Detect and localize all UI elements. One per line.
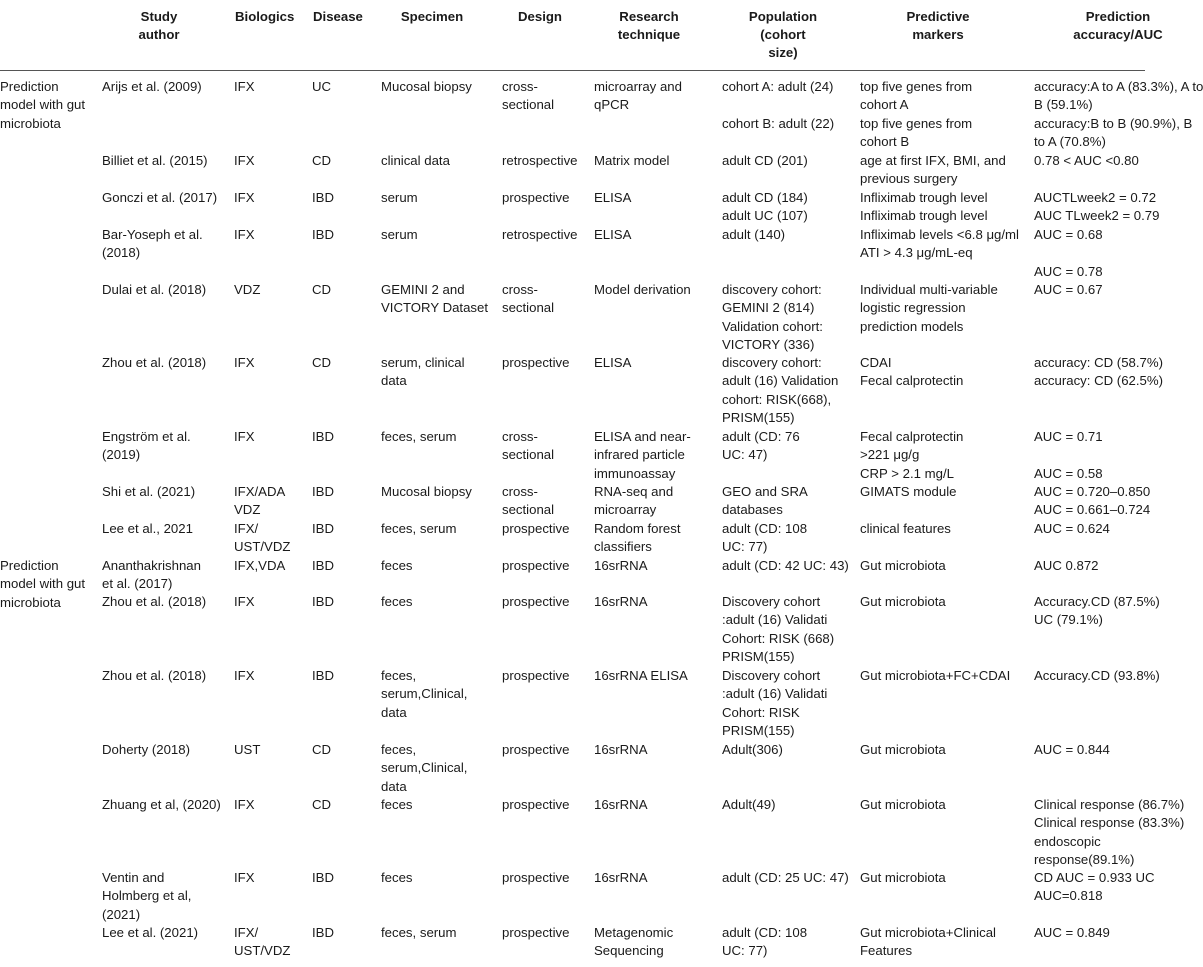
header-population: (cohort <box>760 27 806 42</box>
cell-prediction-accuracy: Clinical response (83.3%) <box>1034 815 1185 831</box>
cell-biologics: IFX/ <box>234 925 259 940</box>
cell-study-author: Zhou et al. (2018) <box>102 668 207 683</box>
cell-disease: IBD <box>312 870 334 885</box>
cell-study-author: Billiet et al. (2015) <box>102 153 208 168</box>
cell-disease: IBD <box>312 925 334 940</box>
cell-prediction-accuracy: AUC = 0.78 <box>1034 263 1103 279</box>
cell-prediction-accuracy: endoscopic <box>1034 833 1101 849</box>
cell-population: Discovery cohort <box>722 594 821 609</box>
cell-research-technique: Random forest <box>594 521 681 536</box>
cell-study-author: Shi et al. (2021) <box>102 484 196 499</box>
cell-disease: UC <box>312 79 332 94</box>
cell-prediction-accuracy: AUCTLweek2 = 0.72 <box>1034 190 1157 205</box>
cell-population: adult UC (107) <box>722 208 808 224</box>
cell-biologics: UST/VDZ <box>234 943 291 959</box>
cell-prediction-accuracy: UC (79.1%) <box>1034 612 1103 628</box>
cell-disease: CD <box>312 742 332 757</box>
cell-prediction-accuracy: AUC = 0.720–0.850 <box>1034 484 1151 499</box>
header-specimen: Specimen <box>400 9 464 24</box>
cell-prediction-accuracy: CD AUC = 0.933 UC <box>1034 870 1155 885</box>
header-predictive-markers: markers <box>912 27 964 42</box>
cell-specimen: VICTORY Dataset <box>381 300 489 316</box>
cell-biologics: IFX <box>234 870 255 885</box>
cell-predictive-markers: logistic regression <box>860 300 966 316</box>
cell-research-technique: ELISA <box>594 227 632 242</box>
cell-biologics: VDZ <box>234 282 261 297</box>
cell-population: Validation cohort: <box>722 318 823 334</box>
header-divider <box>0 70 1145 71</box>
cell-study-author: (2018) <box>102 245 141 261</box>
cell-research-technique: 16srRNA <box>594 742 648 757</box>
cell-study-author: Zhuang et al, (2020) <box>102 797 221 812</box>
cell-biologics: IFX <box>234 227 255 242</box>
cell-specimen: serum,Clinical, <box>381 760 468 776</box>
cell-disease: IBD <box>312 227 334 242</box>
cell-research-technique: 16srRNA <box>594 594 648 609</box>
cell-prediction-accuracy: AUC 0.872 <box>1034 558 1099 573</box>
cell-study-author: Zhou et al. (2018) <box>102 594 207 609</box>
cell-study-author: Zhou et al. (2018) <box>102 355 207 370</box>
cell-prediction-accuracy: AUC = 0.58 <box>1034 465 1103 481</box>
cell-research-technique: classifiers <box>594 539 652 555</box>
header-prediction-accuracy: accuracy/AUC <box>1073 27 1163 42</box>
cell-specimen: data <box>381 778 407 794</box>
cell-biologics: IFX <box>234 355 255 370</box>
cell-population: PRISM(155) <box>722 649 795 665</box>
cell-design: sectional <box>502 447 555 463</box>
cell-predictive-markers: age at first IFX, BMI, and <box>860 153 1006 168</box>
cell-disease: IBD <box>312 190 334 205</box>
header-population: Population <box>748 9 818 24</box>
header-research-technique: technique <box>617 27 681 42</box>
cell-predictive-markers: Features <box>860 943 913 959</box>
cell-predictive-markers: clinical features <box>860 521 951 536</box>
cell-specimen: data <box>381 704 407 720</box>
cell-design: cross- <box>502 484 538 499</box>
cell-population: UC: 77) <box>722 943 768 959</box>
header-design: Design <box>518 9 562 24</box>
cell-research-technique: RNA-seq and <box>594 484 674 499</box>
cell-population: cohort A: adult (24) <box>722 79 834 94</box>
header-prediction-accuracy: Prediction <box>1085 9 1151 24</box>
cell-prediction-accuracy: AUC = 0.844 <box>1034 742 1110 757</box>
cell-predictive-markers: top five genes from <box>860 115 973 131</box>
cell-study-author: Arijs et al. (2009) <box>102 79 202 94</box>
cell-biologics: VDZ <box>234 502 261 518</box>
group-label: microbiota <box>0 115 61 131</box>
cell-study-author: Lee et al., 2021 <box>102 521 193 536</box>
cell-population: UC: 77) <box>722 539 768 555</box>
cell-biologics: IFX <box>234 79 255 94</box>
group-label: Prediction <box>0 558 59 573</box>
header-study-author: author <box>138 27 180 42</box>
cell-design: prospective <box>502 925 570 940</box>
cell-prediction-accuracy: B (59.1%) <box>1034 97 1093 113</box>
cell-prediction-accuracy: accuracy:A to A (83.3%), A to <box>1034 79 1203 94</box>
cell-predictive-markers: ATI > 4.3 μg/mL-eq <box>860 245 973 261</box>
cell-study-author: (2021) <box>102 906 141 922</box>
cell-research-technique: 16srRNA ELISA <box>594 668 688 683</box>
cell-population: PRISM(155) <box>722 410 795 426</box>
cell-specimen: data <box>381 373 407 389</box>
cell-biologics: UST <box>234 742 261 757</box>
cell-population: GEMINI 2 (814) <box>722 300 815 316</box>
cell-population: GEO and SRA <box>722 484 808 499</box>
cell-population: Discovery cohort <box>722 668 821 683</box>
cell-research-technique: qPCR <box>594 97 630 113</box>
cell-specimen: clinical data <box>381 153 450 168</box>
cell-population: adult (140) <box>722 227 786 242</box>
cell-prediction-accuracy: 0.78 < AUC <0.80 <box>1034 153 1139 168</box>
group-label: model with gut <box>0 97 86 113</box>
cell-predictive-markers: Gut microbiota+FC+CDAI <box>860 668 1011 683</box>
cell-prediction-accuracy: AUC = 0.624 <box>1034 521 1110 536</box>
header-research-technique: Research <box>619 9 679 24</box>
cell-design: cross- <box>502 79 538 94</box>
cell-population: PRISM(155) <box>722 723 795 739</box>
cell-design: prospective <box>502 190 570 205</box>
cell-disease: CD <box>312 797 332 812</box>
cell-prediction-accuracy: AUC = 0.68 <box>1034 227 1103 242</box>
cell-research-technique: Model derivation <box>594 282 691 297</box>
header-biologics: Biologics <box>235 9 295 24</box>
cell-specimen: feces <box>381 558 413 573</box>
header-study-author: Study <box>140 9 178 24</box>
cell-specimen: serum, clinical <box>381 355 465 370</box>
cell-design: prospective <box>502 797 570 812</box>
cell-population: cohort B: adult (22) <box>722 115 835 131</box>
cell-predictive-markers: GIMATS module <box>860 484 957 499</box>
cell-biologics: IFX/ADA <box>234 484 286 499</box>
cell-population: Adult(49) <box>722 797 776 812</box>
cell-study-author: Dulai et al. (2018) <box>102 282 207 297</box>
cell-specimen: feces, serum <box>381 429 457 444</box>
cell-prediction-accuracy: accuracy: CD (58.7%) <box>1034 355 1163 370</box>
cell-study-author: Bar-Yoseph et al. <box>102 227 203 242</box>
cell-design: prospective <box>502 558 570 573</box>
cell-design: retrospective <box>502 227 578 242</box>
cell-research-technique: ELISA and near- <box>594 429 691 444</box>
cell-design: retrospective <box>502 153 578 168</box>
cell-research-technique: 16srRNA <box>594 870 648 885</box>
cell-study-author: Engström et al. <box>102 429 191 444</box>
cell-predictive-markers: Gut microbiota <box>860 558 946 573</box>
cell-research-technique: 16srRNA <box>594 797 648 812</box>
cell-predictive-markers: Individual multi-variable <box>860 282 998 297</box>
cell-prediction-accuracy: Accuracy.CD (87.5%) <box>1034 594 1160 609</box>
group-label: Prediction <box>0 79 59 94</box>
cell-predictive-markers: Fecal calprotectin <box>860 373 964 389</box>
cell-design: sectional <box>502 300 555 316</box>
cell-research-technique: microarray <box>594 502 657 518</box>
cell-specimen: GEMINI 2 and <box>381 282 465 297</box>
cell-disease: IBD <box>312 594 334 609</box>
cell-disease: CD <box>312 355 332 370</box>
cell-specimen: feces <box>381 594 413 609</box>
cell-population: :adult (16) Validati <box>722 612 828 628</box>
cell-predictive-markers: >221 μg/g <box>860 447 920 463</box>
cell-prediction-accuracy: AUC = 0.661–0.724 <box>1034 502 1151 518</box>
cell-research-technique: ELISA <box>594 190 632 205</box>
cell-population: Cohort: RISK (668) <box>722 630 835 646</box>
cell-specimen: feces, <box>381 668 417 683</box>
cell-specimen: serum <box>381 227 418 242</box>
cell-predictive-markers: cohort A <box>860 97 909 113</box>
cell-research-technique: infrared particle <box>594 447 685 463</box>
cell-predictive-markers: cohort B <box>860 134 910 150</box>
cell-study-author: et al. (2017) <box>102 576 173 592</box>
cell-study-author: Holmberg et al, <box>102 888 192 904</box>
cell-biologics: IFX <box>234 429 255 444</box>
cell-study-author: Ventin and <box>102 870 165 885</box>
cell-prediction-accuracy: accuracy: CD (62.5%) <box>1034 373 1163 389</box>
cell-prediction-accuracy: AUC = 0.849 <box>1034 925 1110 940</box>
cell-study-author: (2019) <box>102 447 141 463</box>
cell-design: sectional <box>502 97 555 113</box>
cell-research-technique: Metagenomic <box>594 925 674 940</box>
cell-biologics: IFX <box>234 668 255 683</box>
cell-prediction-accuracy: accuracy:B to B (90.9%), B <box>1034 115 1193 131</box>
cell-population: adult (CD: 42 UC: 43) <box>722 558 849 573</box>
cell-predictive-markers: Gut microbiota+Clinical <box>860 925 996 940</box>
cell-population: adult (CD: 25 UC: 47) <box>722 870 849 885</box>
cell-disease: CD <box>312 153 332 168</box>
cell-population: discovery cohort: <box>722 282 822 297</box>
cell-population: UC: 47) <box>722 447 768 463</box>
cell-predictive-markers: CRP > 2.1 mg/L <box>860 465 954 481</box>
cell-prediction-accuracy: AUC = 0.71 <box>1034 429 1103 444</box>
cell-prediction-accuracy: response(89.1%) <box>1034 852 1135 868</box>
group-label: model with gut <box>0 576 86 592</box>
cell-research-technique: 16srRNA <box>594 558 648 573</box>
cell-specimen: Mucosal biopsy <box>381 484 472 499</box>
cell-research-technique: Sequencing <box>594 943 664 959</box>
cell-biologics: UST/VDZ <box>234 539 291 555</box>
cell-predictive-markers: Infliximab trough level <box>860 208 988 224</box>
cell-design: cross- <box>502 429 538 444</box>
cell-design: prospective <box>502 870 570 885</box>
cell-population: cohort: RISK(668), <box>722 391 832 407</box>
cell-population: :adult (16) Validati <box>722 686 828 702</box>
cell-disease: CD <box>312 282 332 297</box>
cell-biologics: IFX <box>234 797 255 812</box>
cell-population: adult CD (201) <box>722 153 808 168</box>
cell-design: prospective <box>502 742 570 757</box>
cell-predictive-markers: Gut microbiota <box>860 742 946 757</box>
cell-predictive-markers: CDAI <box>860 355 892 370</box>
cell-population: adult (CD: 108 <box>722 521 808 536</box>
cell-research-technique: Matrix model <box>594 153 670 168</box>
cell-research-technique: immunoassay <box>594 465 676 481</box>
cell-population: discovery cohort: <box>722 355 822 370</box>
cell-predictive-markers: Gut microbiota <box>860 870 946 885</box>
cell-predictive-markers: prediction models <box>860 318 964 334</box>
cell-design: cross- <box>502 282 538 297</box>
cell-predictive-markers: Gut microbiota <box>860 594 946 609</box>
cell-predictive-markers: Infliximab levels <6.8 μg/ml <box>860 227 1019 242</box>
cell-specimen: feces, <box>381 742 417 757</box>
cell-biologics: IFX <box>234 594 255 609</box>
cell-specimen: feces, serum <box>381 925 457 940</box>
cell-study-author: Doherty (2018) <box>102 742 190 757</box>
cell-design: sectional <box>502 502 555 518</box>
cell-research-technique: microarray and <box>594 79 682 94</box>
cell-disease: IBD <box>312 521 334 536</box>
cell-specimen: serum,Clinical, <box>381 686 468 702</box>
cell-research-technique: ELISA <box>594 355 632 370</box>
cell-study-author: Ananthakrishnan <box>102 558 201 573</box>
header-population: size) <box>768 45 798 60</box>
cell-specimen: serum <box>381 190 418 205</box>
header-disease: Disease <box>313 9 363 24</box>
cell-population: VICTORY (336) <box>722 337 815 353</box>
cell-disease: IBD <box>312 429 334 444</box>
cell-prediction-accuracy: to A (70.8%) <box>1034 134 1106 150</box>
cell-prediction-accuracy: AUC=0.818 <box>1034 888 1103 904</box>
cell-prediction-accuracy: Accuracy.CD (93.8%) <box>1034 668 1160 683</box>
cell-design: prospective <box>502 355 570 370</box>
group-label: microbiota <box>0 594 61 610</box>
cell-biologics: IFX/ <box>234 521 259 536</box>
cell-design: prospective <box>502 521 570 536</box>
cell-predictive-markers: Gut microbiota <box>860 797 946 812</box>
cell-biologics: IFX <box>234 190 255 205</box>
cell-predictive-markers: top five genes from <box>860 79 973 94</box>
cell-design: prospective <box>502 668 570 683</box>
cell-design: prospective <box>502 594 570 609</box>
cell-specimen: feces <box>381 870 413 885</box>
cell-disease: IBD <box>312 558 334 573</box>
cell-prediction-accuracy: AUC TLweek2 = 0.79 <box>1034 208 1160 224</box>
cell-prediction-accuracy: Clinical response (86.7%) <box>1034 797 1185 812</box>
header-predictive-markers: Predictive <box>906 9 970 24</box>
cell-specimen: Mucosal biopsy <box>381 79 472 94</box>
cell-prediction-accuracy: AUC = 0.67 <box>1034 282 1103 297</box>
cell-population: adult (16) Validation <box>722 373 839 389</box>
cell-population: Adult(306) <box>722 742 783 757</box>
cell-disease: IBD <box>312 668 334 683</box>
cell-population: adult (CD: 108 <box>722 925 808 940</box>
cell-study-author: Gonczi et al. (2017) <box>102 190 218 205</box>
cell-predictive-markers: Infliximab trough level <box>860 190 988 205</box>
cell-biologics: IFX <box>234 153 255 168</box>
cell-study-author: Lee et al. (2021) <box>102 925 199 940</box>
cell-disease: IBD <box>312 484 334 499</box>
cell-biologics: IFX,VDA <box>234 558 286 573</box>
cell-predictive-markers: Fecal calprotectin <box>860 429 964 444</box>
cell-population: databases <box>722 502 783 518</box>
cell-predictive-markers: previous surgery <box>860 171 958 187</box>
cell-population: adult CD (184) <box>722 190 808 205</box>
cell-specimen: feces, serum <box>381 521 457 536</box>
cell-specimen: feces <box>381 797 413 812</box>
cell-population: Cohort: RISK <box>722 704 800 720</box>
cell-population: adult (CD: 76 <box>722 429 800 444</box>
